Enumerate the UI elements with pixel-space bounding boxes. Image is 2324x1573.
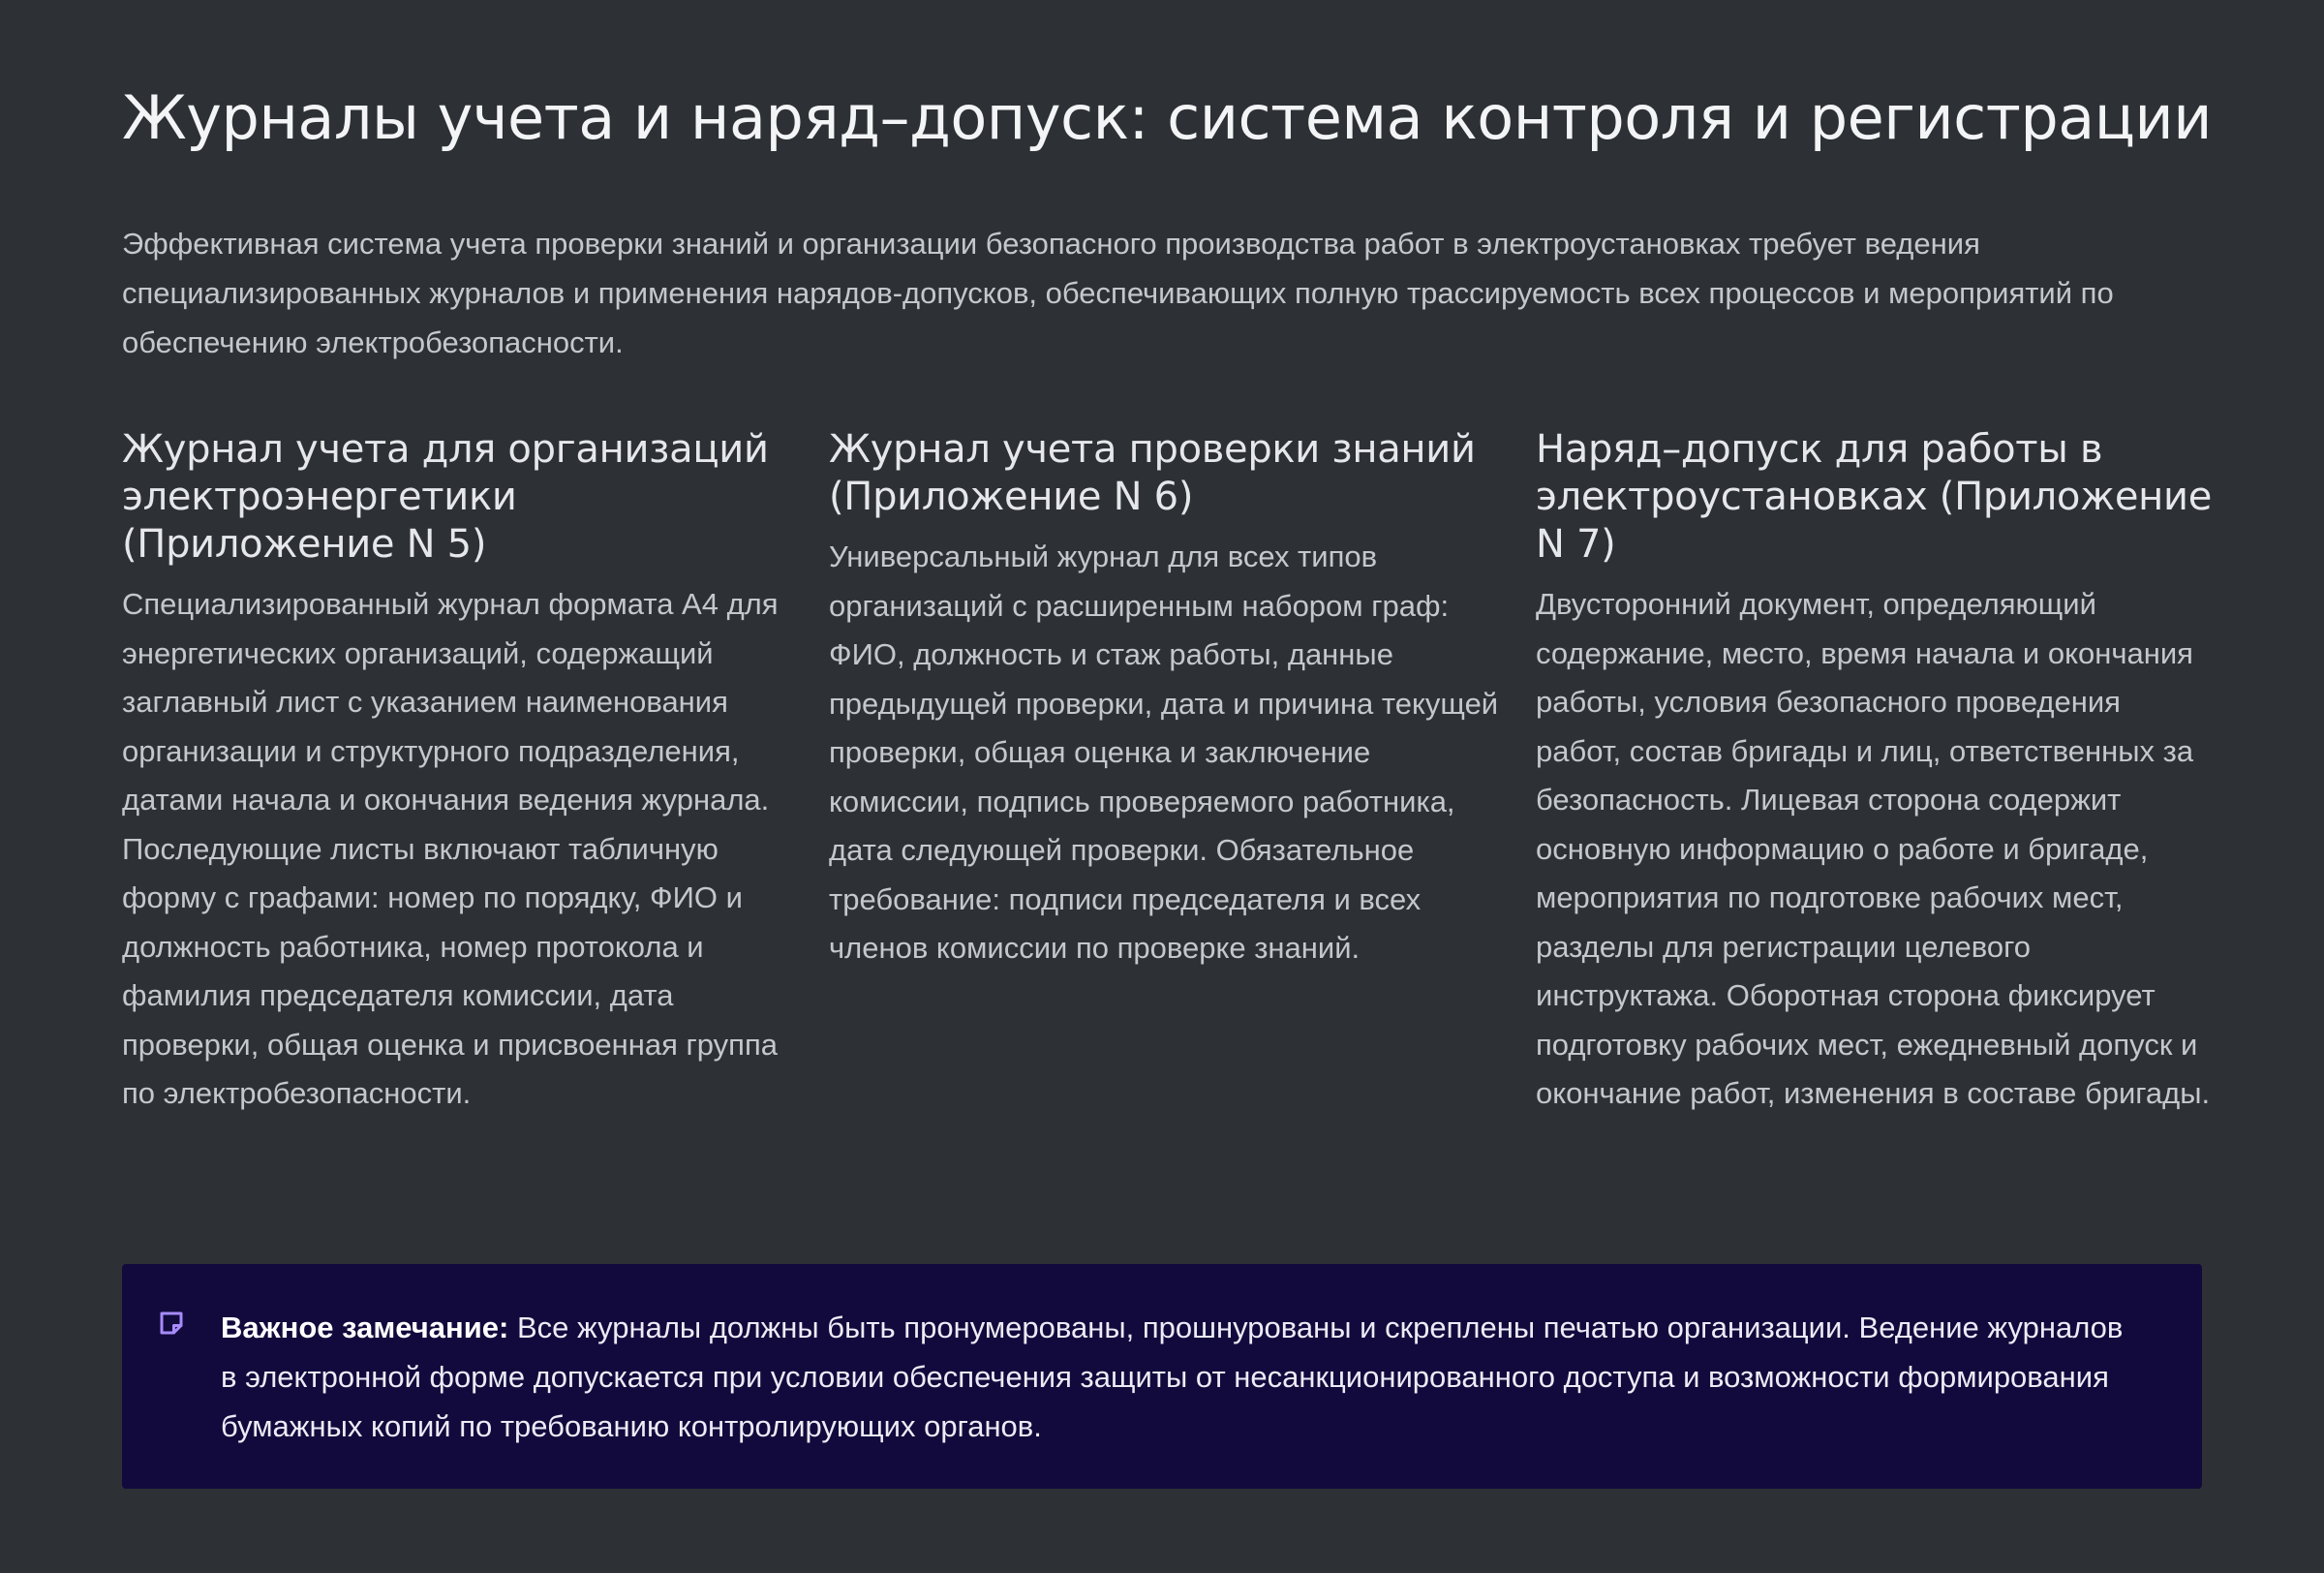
intro-paragraph: Эффективная система учета проверки знаний и организации безопасного производства работ в электроустановках требует ведения специализированных журналов и применения нарядов-допусков, обеспечивающих полную трассируемость всех процессов и мероприятий по обеспечению электробезопасности. <box>122 227 2114 359</box>
column-heading: Журнал учета проверки знаний (Приложение N 6) <box>829 427 1476 519</box>
note-text <box>221 1303 2144 1451</box>
column-heading: Наряд–допуск для работы в электроустановках (Приложение N 7) <box>1536 427 2212 567</box>
note-label: Важное замечание: <box>221 1311 509 1344</box>
column-body: Специализированный журнал формата А4 для энергетических организаций, содержащий заглавный лист с указанием наименования организации и структурного подразделения, датами начала и окончания ведения журнала. Последующие листы включают табличную форму с графами: номер по порядку, ФИО и должность работника, номер протокола и фамилия председателя комиссии, дата проверки, общая оценка и присвоенная группа по электробезопасности. <box>122 587 779 1110</box>
column-journal-knowledge <box>829 426 1507 973</box>
column-body: Двусторонний документ, определяющий содержание, место, время начала и окончания работы, условия безопасного проведения работ, состав бригады и лиц, ответственных за безопасность. Лицевая сторона содержит основную информацию о работе и бригаде, мероприятия по подготовке рабочих мест, разделы для регистрации целевого инструктажа. Оборотная сторона фиксирует подготовку рабочих мест, ежедневный допуск и окончание работ, изменения в составе бригады. <box>1536 587 2211 1110</box>
important-note <box>122 1264 2202 1489</box>
column-heading: Журнал учета для организаций электроэнергетики (Приложение N 5) <box>122 427 769 567</box>
note-icon <box>157 1309 186 1338</box>
page-title: Журналы учета и наряд–допуск: система контроля и регистрации <box>122 82 2213 153</box>
column-journal-energy <box>122 426 800 1119</box>
note-body: Все журналы должны быть пронумерованы, прошнурованы и скреплены печатью организации. Ведение журналов в электронной форме допускается при условии обеспечения защиты от несанкционированного доступа и возможности формирования бумажных копий по требованию контролирующих органов. <box>221 1311 2124 1443</box>
column-body: Универсальный журнал для всех типов организаций с расширенным набором граф: ФИО, должность и стаж работы, данные предыдущей проверки, дата и причина текущей проверки, общая оценка и заключение комиссии, подпись проверяемого работника, дата следующей проверки. Обязательное требование: подписи председателя и всех членов комиссии по проверке знаний. <box>829 540 1499 965</box>
column-work-permit <box>1536 426 2214 1119</box>
